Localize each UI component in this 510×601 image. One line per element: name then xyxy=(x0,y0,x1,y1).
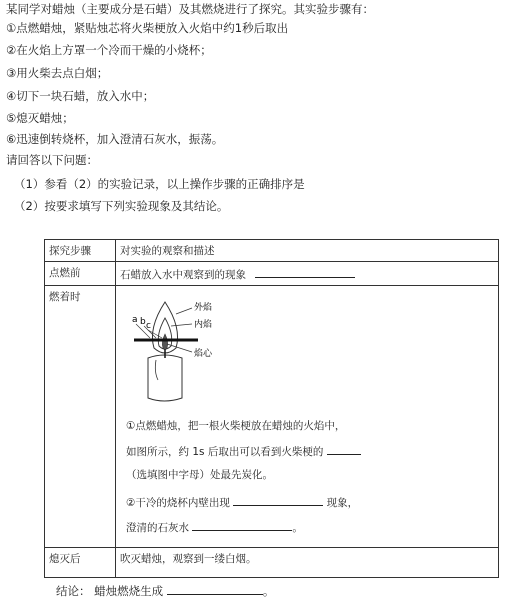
step-4: ④切下一块石蜡，放入水中； xyxy=(6,89,155,103)
desc-before-text: 石蜡放入水中观察到的现象 xyxy=(120,269,246,281)
answer-blank-before[interactable] xyxy=(255,265,355,278)
step-1: ①点燃蜡烛，紧贴烛芯将火柴梗放入火焰中约1秒后取出 xyxy=(6,21,289,35)
flame-core xyxy=(162,334,167,350)
desc-before xyxy=(116,262,499,286)
answer-blank-char[interactable] xyxy=(327,442,361,455)
question-1: （1）参看（2）的实验记录，以上操作步骤的正确排序是 xyxy=(14,177,305,191)
outer-leader xyxy=(176,308,192,314)
burning-line-5: 澄清的石灰水 。 xyxy=(126,518,303,535)
core-leader xyxy=(167,344,192,352)
table-row-after xyxy=(45,548,499,578)
label-inner-flame: 内焰 xyxy=(194,320,213,330)
label-outer-flame: 外焰 xyxy=(194,303,213,313)
table-row-burning xyxy=(45,286,499,548)
step-5: ⑤熄灭蜡烛； xyxy=(6,111,74,125)
header-desc: 对实验的观察和描述 xyxy=(116,240,499,262)
burning-line-2 xyxy=(126,442,361,459)
burning-line-2-text: 如图所示，约 1s 后取出可以看到火柴梗的 xyxy=(126,446,324,458)
table-header-row xyxy=(45,240,499,262)
step-burning: 燃着时 xyxy=(45,286,116,548)
label-b: b xyxy=(140,317,146,327)
candle-body xyxy=(148,355,182,401)
intro-text: 某同学对蜡烛（主要成分是石蜡）及其燃烧进行了探究。其实验步骤有： xyxy=(6,2,374,16)
answer-blank-limewater[interactable] xyxy=(192,518,292,531)
burning-line-4-text: ②干冷的烧杯内壁出现 xyxy=(126,497,230,509)
step-2: ②在火焰上方罩一个冷而干燥的小烧杯； xyxy=(6,43,212,57)
conclusion: 结论： 蜡烛燃烧生成 。 xyxy=(56,584,275,598)
step-before: 点燃前 xyxy=(45,262,116,286)
header-step: 探究步骤 xyxy=(45,240,116,262)
step-3: ③用火柴去点白烟； xyxy=(6,66,109,80)
desc-after: 吹灭蜡烛，观察到一缕白烟。 xyxy=(116,548,499,578)
label-a: a xyxy=(132,315,138,325)
burning-line-5-text: 澄清的石灰水 xyxy=(126,522,189,534)
inner-leader xyxy=(171,324,192,326)
burning-line-4-tail: 现象， xyxy=(326,497,359,509)
conclusion-text: 蜡烛燃烧生成 xyxy=(94,584,164,598)
candle-flame-figure xyxy=(126,296,236,406)
question-2: （2）按要求填写下列实验现象及其结论。 xyxy=(14,199,229,213)
label-flame-core: 焰心 xyxy=(194,349,213,359)
answer-blank-beaker[interactable] xyxy=(233,493,323,506)
step-6: ⑥迅速倒转烧杯，加入澄清石灰水，振荡。 xyxy=(6,132,224,146)
questions-intro: 请回答以下问题： xyxy=(6,153,98,167)
answer-blank-conclusion[interactable] xyxy=(167,582,263,595)
table-row-before xyxy=(45,262,499,286)
label-c: c xyxy=(146,321,151,331)
burning-line-3: （选填图中字母）处最先炭化。 xyxy=(126,469,273,481)
experiment-table xyxy=(44,239,499,578)
burning-line-1: ①点燃蜡烛，把一根火柴梗放在蜡烛的火焰中， xyxy=(126,420,346,432)
burning-line-4 xyxy=(126,493,358,510)
desc-burning xyxy=(116,286,499,548)
step-after: 熄灭后 xyxy=(45,548,116,578)
conclusion-label: 结论： xyxy=(56,584,91,598)
